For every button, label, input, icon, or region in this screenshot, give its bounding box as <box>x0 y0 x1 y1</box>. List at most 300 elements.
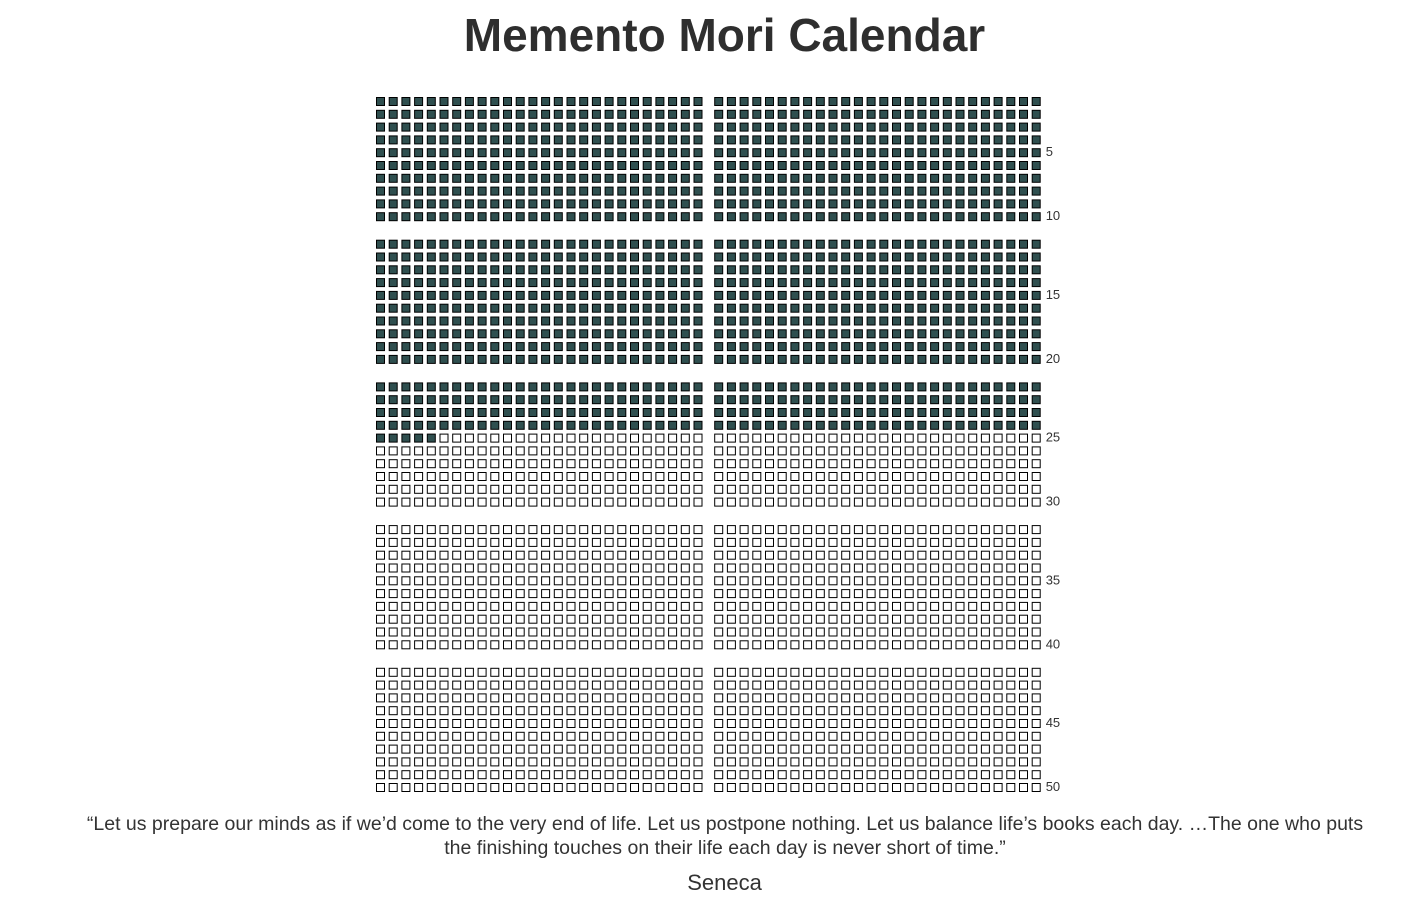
week-cell-lived <box>542 279 550 287</box>
week-cell-remaining <box>804 668 812 676</box>
week-cell-remaining <box>943 694 951 702</box>
week-cell-remaining <box>669 732 677 740</box>
week-cell-remaining <box>816 694 824 702</box>
week-cell-lived <box>943 136 951 144</box>
week-cell-remaining <box>842 447 850 455</box>
week-cell-lived <box>504 187 512 195</box>
week-cell-remaining <box>402 745 410 753</box>
week-cell-remaining <box>969 577 977 585</box>
week-cell-remaining <box>778 602 786 610</box>
week-cell-remaining <box>440 551 448 559</box>
week-cell-lived <box>389 149 397 157</box>
week-cell-remaining <box>402 551 410 559</box>
week-cell-remaining <box>631 460 639 468</box>
week-cell-remaining <box>867 577 875 585</box>
week-cell-remaining <box>504 628 512 636</box>
week-cell-lived <box>567 304 575 312</box>
week-cell-lived <box>880 266 888 274</box>
week-cell-lived <box>969 421 977 429</box>
week-cell-lived <box>631 409 639 417</box>
week-cell-lived <box>516 213 524 221</box>
week-cell-remaining <box>631 628 639 636</box>
week-cell-remaining <box>867 538 875 546</box>
week-cell-remaining <box>440 434 448 442</box>
week-cell-lived <box>753 317 761 325</box>
week-cell-remaining <box>504 668 512 676</box>
week-cell-lived <box>804 136 812 144</box>
week-cell-remaining <box>804 745 812 753</box>
week-cell-remaining <box>389 707 397 715</box>
week-cell-lived <box>580 187 588 195</box>
week-cell-lived <box>542 123 550 131</box>
week-cell-remaining <box>893 564 901 572</box>
week-cell-remaining <box>1007 473 1015 481</box>
week-cell-lived <box>791 136 799 144</box>
week-cell-lived <box>1020 98 1028 106</box>
week-cell-lived <box>656 213 664 221</box>
week-cell-remaining <box>1020 668 1028 676</box>
week-cell-remaining <box>669 771 677 779</box>
week-cell-remaining <box>618 681 626 689</box>
week-cell-remaining <box>618 590 626 598</box>
week-cell-remaining <box>694 758 702 766</box>
week-cell-remaining <box>389 732 397 740</box>
week-cell-lived <box>554 330 562 338</box>
week-cell-lived <box>631 355 639 363</box>
week-cell-lived <box>529 355 537 363</box>
week-cell-lived <box>643 343 651 351</box>
week-cell-remaining <box>829 447 837 455</box>
week-cell-remaining <box>504 771 512 779</box>
week-cell-lived <box>389 383 397 391</box>
week-cell-remaining <box>542 551 550 559</box>
week-cell-lived <box>943 162 951 170</box>
week-cell-lived <box>542 253 550 261</box>
week-cell-lived <box>867 174 875 182</box>
week-cell-remaining <box>580 720 588 728</box>
week-cell-remaining <box>643 628 651 636</box>
week-cell-lived <box>981 200 989 208</box>
week-cell-lived <box>478 343 486 351</box>
week-cell-lived <box>905 187 913 195</box>
week-cell-lived <box>389 421 397 429</box>
week-cell-lived <box>694 123 702 131</box>
week-cell-lived <box>994 291 1002 299</box>
week-cell-remaining <box>605 694 613 702</box>
week-cell-remaining <box>694 538 702 546</box>
week-cell-remaining <box>465 628 473 636</box>
week-cell-remaining <box>440 641 448 649</box>
week-cell-lived <box>804 421 812 429</box>
week-cell-remaining <box>618 577 626 585</box>
week-cell-remaining <box>715 615 723 623</box>
week-cell-remaining <box>893 551 901 559</box>
week-cell-remaining <box>681 551 689 559</box>
week-cell-lived <box>740 317 748 325</box>
week-cell-lived <box>994 213 1002 221</box>
week-cell-lived <box>956 304 964 312</box>
week-cell-lived <box>727 136 735 144</box>
week-cell-remaining <box>1032 485 1040 493</box>
week-cell-lived <box>918 409 926 417</box>
week-cell-lived <box>504 110 512 118</box>
week-cell-lived <box>478 330 486 338</box>
week-cell-lived <box>715 355 723 363</box>
week-cell-remaining <box>918 447 926 455</box>
week-cell-remaining <box>453 551 461 559</box>
week-cell-lived <box>402 123 410 131</box>
week-cell-lived <box>453 200 461 208</box>
week-cell-remaining <box>694 473 702 481</box>
week-cell-lived <box>415 304 423 312</box>
week-cell-lived <box>681 136 689 144</box>
week-cell-remaining <box>740 498 748 506</box>
week-cell-remaining <box>529 694 537 702</box>
week-cell-remaining <box>727 628 735 636</box>
week-cell-remaining <box>753 694 761 702</box>
week-cell-lived <box>829 291 837 299</box>
week-cell-lived <box>791 187 799 195</box>
week-cell-remaining <box>905 628 913 636</box>
week-cell-lived <box>427 279 435 287</box>
week-cell-remaining <box>618 564 626 572</box>
week-cell-lived <box>618 187 626 195</box>
week-cell-remaining <box>643 460 651 468</box>
week-cell-lived <box>389 213 397 221</box>
week-cell-remaining <box>918 668 926 676</box>
week-cell-remaining <box>905 615 913 623</box>
week-cell-lived <box>605 187 613 195</box>
week-cell-remaining <box>829 473 837 481</box>
week-cell-remaining <box>465 732 473 740</box>
week-cell-lived <box>681 409 689 417</box>
week-cell-lived <box>715 343 723 351</box>
week-cell-remaining <box>453 681 461 689</box>
week-cell-remaining <box>631 615 639 623</box>
week-cell-remaining <box>854 771 862 779</box>
week-cell-remaining <box>969 602 977 610</box>
week-cell-remaining <box>1020 771 1028 779</box>
week-cell-lived <box>943 421 951 429</box>
week-cell-lived <box>740 266 748 274</box>
week-cell-remaining <box>791 745 799 753</box>
week-cell-remaining <box>504 473 512 481</box>
week-cell-remaining <box>694 784 702 792</box>
week-cell-lived <box>943 200 951 208</box>
week-cell-lived <box>478 421 486 429</box>
week-cell-lived <box>854 355 862 363</box>
week-cell-lived <box>715 396 723 404</box>
week-cell-remaining <box>491 473 499 481</box>
week-cell-remaining <box>969 745 977 753</box>
week-cell-remaining <box>854 615 862 623</box>
week-cell-lived <box>427 200 435 208</box>
week-cell-lived <box>554 162 562 170</box>
week-cell-lived <box>554 110 562 118</box>
week-cell-remaining <box>740 460 748 468</box>
week-cell-lived <box>402 187 410 195</box>
week-cell-remaining <box>778 732 786 740</box>
week-cell-remaining <box>867 758 875 766</box>
week-cell-lived <box>694 317 702 325</box>
week-cell-remaining <box>681 498 689 506</box>
week-cell-remaining <box>656 551 664 559</box>
week-cell-remaining <box>402 758 410 766</box>
week-cell-remaining <box>656 784 664 792</box>
week-cell-remaining <box>778 577 786 585</box>
week-cell-lived <box>791 383 799 391</box>
week-cell-lived <box>440 110 448 118</box>
week-cell-remaining <box>829 460 837 468</box>
week-cell-lived <box>753 421 761 429</box>
week-cell-lived <box>605 253 613 261</box>
week-cell-lived <box>804 213 812 221</box>
week-cell-lived <box>727 304 735 312</box>
week-cell-lived <box>778 149 786 157</box>
week-cell-remaining <box>893 434 901 442</box>
week-cell-remaining <box>880 434 888 442</box>
week-cell-remaining <box>592 473 600 481</box>
week-cell-remaining <box>669 564 677 572</box>
week-cell-remaining <box>842 473 850 481</box>
week-cell-lived <box>389 434 397 442</box>
week-cell-lived <box>427 187 435 195</box>
week-cell-remaining <box>1007 784 1015 792</box>
week-cell-lived <box>969 383 977 391</box>
week-cell-lived <box>816 110 824 118</box>
week-cell-remaining <box>1020 498 1028 506</box>
week-cell-lived <box>389 200 397 208</box>
week-cell-lived <box>516 279 524 287</box>
week-cell-lived <box>766 291 774 299</box>
week-cell-remaining <box>791 447 799 455</box>
week-cell-remaining <box>829 590 837 598</box>
week-cell-remaining <box>402 498 410 506</box>
week-cell-lived <box>491 136 499 144</box>
week-cell-lived <box>516 343 524 351</box>
week-cell-remaining <box>427 771 435 779</box>
week-cell-remaining <box>631 447 639 455</box>
week-cell-remaining <box>905 460 913 468</box>
week-cell-remaining <box>377 564 385 572</box>
week-cell-lived <box>1032 421 1040 429</box>
week-cell-remaining <box>554 615 562 623</box>
week-cell-lived <box>618 98 626 106</box>
week-cell-lived <box>829 162 837 170</box>
week-cell-lived <box>542 213 550 221</box>
week-cell-remaining <box>656 681 664 689</box>
week-cell-remaining <box>465 538 473 546</box>
week-cell-remaining <box>618 526 626 534</box>
week-cell-lived <box>516 317 524 325</box>
week-cell-remaining <box>605 628 613 636</box>
week-cell-lived <box>918 200 926 208</box>
week-cell-lived <box>694 213 702 221</box>
week-cell-lived <box>905 110 913 118</box>
week-cell-remaining <box>669 681 677 689</box>
week-cell-remaining <box>943 615 951 623</box>
week-cell-remaining <box>766 551 774 559</box>
week-cell-lived <box>529 396 537 404</box>
week-cell-remaining <box>656 720 664 728</box>
week-cell-remaining <box>854 707 862 715</box>
week-cell-remaining <box>516 720 524 728</box>
week-cell-lived <box>854 330 862 338</box>
week-cell-remaining <box>804 628 812 636</box>
week-cell-remaining <box>816 564 824 572</box>
week-cell-lived <box>465 409 473 417</box>
week-cell-lived <box>842 162 850 170</box>
week-cell-lived <box>453 421 461 429</box>
week-cell-remaining <box>766 707 774 715</box>
week-cell-lived <box>415 240 423 248</box>
week-cell-remaining <box>402 784 410 792</box>
week-cell-lived <box>516 266 524 274</box>
week-cell-lived <box>631 291 639 299</box>
week-cell-remaining <box>681 707 689 715</box>
week-cell-remaining <box>969 526 977 534</box>
week-cell-lived <box>567 317 575 325</box>
week-cell-remaining <box>402 720 410 728</box>
week-cell-lived <box>669 110 677 118</box>
week-cell-remaining <box>1020 745 1028 753</box>
week-cell-remaining <box>816 771 824 779</box>
week-cell-lived <box>956 110 964 118</box>
week-cell-lived <box>402 291 410 299</box>
week-cell-lived <box>918 279 926 287</box>
week-cell-lived <box>842 291 850 299</box>
week-cell-remaining <box>1007 564 1015 572</box>
week-cell-lived <box>516 123 524 131</box>
week-cell-lived <box>829 330 837 338</box>
week-cell-remaining <box>415 694 423 702</box>
week-cell-remaining <box>816 628 824 636</box>
week-cell-remaining <box>893 485 901 493</box>
week-cell-remaining <box>766 628 774 636</box>
week-cell-lived <box>402 200 410 208</box>
week-cell-lived <box>415 409 423 417</box>
week-cell-lived <box>554 304 562 312</box>
week-cell-remaining <box>402 628 410 636</box>
week-cell-lived <box>605 343 613 351</box>
week-cell-remaining <box>931 526 939 534</box>
week-cell-remaining <box>504 681 512 689</box>
week-cell-remaining <box>956 732 964 740</box>
week-cell-lived <box>829 149 837 157</box>
week-cell-remaining <box>829 745 837 753</box>
week-cell-remaining <box>643 720 651 728</box>
week-cell-lived <box>415 213 423 221</box>
week-cell-lived <box>715 253 723 261</box>
week-cell-remaining <box>956 485 964 493</box>
week-cell-remaining <box>880 771 888 779</box>
week-cell-remaining <box>715 564 723 572</box>
week-cell-lived <box>453 240 461 248</box>
week-cell-lived <box>681 240 689 248</box>
week-cell-lived <box>804 330 812 338</box>
week-cell-lived <box>554 421 562 429</box>
week-cell-lived <box>867 266 875 274</box>
week-cell-remaining <box>804 694 812 702</box>
week-cell-remaining <box>905 758 913 766</box>
week-cell-lived <box>956 240 964 248</box>
week-cell-lived <box>415 149 423 157</box>
week-cell-remaining <box>740 485 748 493</box>
week-cell-remaining <box>504 745 512 753</box>
week-cell-lived <box>618 355 626 363</box>
week-cell-remaining <box>377 758 385 766</box>
week-cell-remaining <box>529 473 537 481</box>
week-cell-lived <box>931 174 939 182</box>
week-cell-remaining <box>478 732 486 740</box>
week-cell-remaining <box>931 447 939 455</box>
week-cell-lived <box>453 174 461 182</box>
week-cell-remaining <box>389 694 397 702</box>
week-cell-remaining <box>542 720 550 728</box>
week-cell-remaining <box>402 473 410 481</box>
week-cell-remaining <box>427 590 435 598</box>
week-cell-lived <box>854 343 862 351</box>
week-cell-remaining <box>753 498 761 506</box>
week-cell-lived <box>415 343 423 351</box>
week-cell-remaining <box>694 460 702 468</box>
week-cell-remaining <box>440 526 448 534</box>
week-cell-lived <box>842 240 850 248</box>
week-cell-remaining <box>880 694 888 702</box>
week-cell-remaining <box>931 720 939 728</box>
week-cell-lived <box>567 123 575 131</box>
week-cell-remaining <box>778 526 786 534</box>
week-cell-remaining <box>554 551 562 559</box>
week-cell-lived <box>956 396 964 404</box>
week-cell-remaining <box>631 485 639 493</box>
week-cell-remaining <box>753 447 761 455</box>
week-cell-remaining <box>753 538 761 546</box>
week-cell-lived <box>377 396 385 404</box>
week-cell-lived <box>854 396 862 404</box>
week-cell-remaining <box>415 641 423 649</box>
week-cell-remaining <box>377 784 385 792</box>
week-cell-lived <box>1032 383 1040 391</box>
week-cell-remaining <box>880 485 888 493</box>
week-cell-remaining <box>804 485 812 493</box>
week-cell-remaining <box>542 434 550 442</box>
week-cell-remaining <box>918 526 926 534</box>
week-cell-remaining <box>969 668 977 676</box>
week-cell-remaining <box>829 681 837 689</box>
week-cell-remaining <box>931 602 939 610</box>
week-cell-remaining <box>605 758 613 766</box>
week-cell-lived <box>415 123 423 131</box>
week-cell-remaining <box>516 668 524 676</box>
week-cell-lived <box>554 174 562 182</box>
week-cell-lived <box>643 396 651 404</box>
week-cell-lived <box>643 213 651 221</box>
week-cell-lived <box>504 279 512 287</box>
week-cell-remaining <box>478 590 486 598</box>
week-cell-remaining <box>867 771 875 779</box>
week-cell-remaining <box>816 745 824 753</box>
week-cell-remaining <box>402 615 410 623</box>
week-cell-remaining <box>766 615 774 623</box>
week-cell-remaining <box>994 745 1002 753</box>
week-cell-remaining <box>567 615 575 623</box>
week-cell-remaining <box>804 641 812 649</box>
week-cell-lived <box>491 110 499 118</box>
week-cell-lived <box>592 409 600 417</box>
week-cell-lived <box>681 200 689 208</box>
week-cell-remaining <box>415 771 423 779</box>
